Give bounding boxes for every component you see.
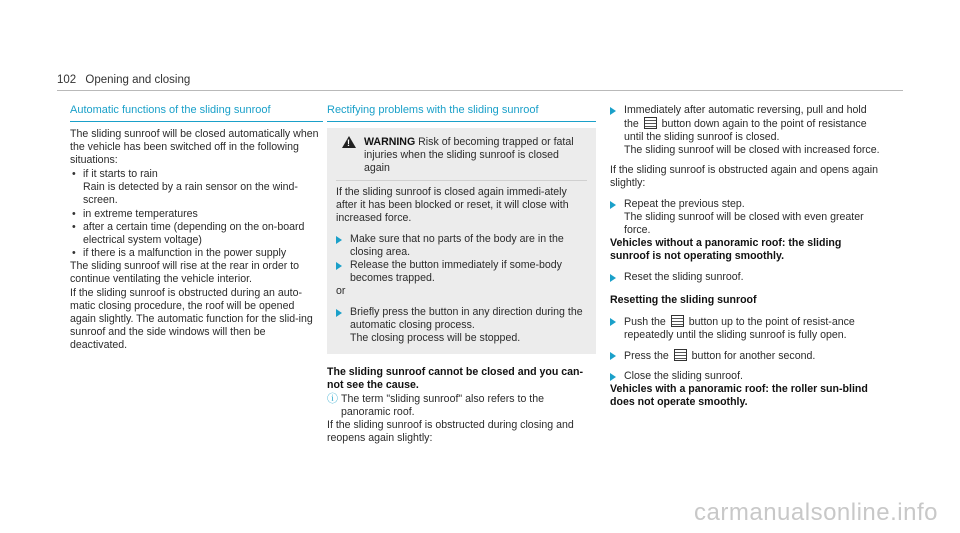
- page-header: [57, 74, 190, 86]
- step-arrow-icon: [610, 352, 616, 360]
- step-arrow-icon: [610, 274, 616, 282]
- column-automatic-functions: [70, 104, 323, 353]
- column-rectifying-problems: [327, 104, 596, 446]
- heading-with-panoramic: Vehicles with a panoramic roof: the roller sun-blind does not operate smoothly.: [610, 383, 868, 408]
- step-arrow-icon: [610, 201, 616, 209]
- step-close-sunroof: Close the sliding sunroof.: [610, 370, 882, 383]
- step-arrow-icon: [336, 262, 342, 270]
- paragraph-obstruct: If the sliding sunroof is obstructed during an auto-matic closing procedure, the roof will be opened again slightly. The automatic function for the slid-ing sunroof and the side windows will then be deactivated.: [70, 287, 313, 351]
- step-arrow-icon: [336, 309, 342, 317]
- warning-label: WARNING: [364, 136, 416, 148]
- step-arrow-icon: [610, 373, 616, 381]
- warning-icon: [342, 136, 356, 148]
- page-section-title: Opening and closing: [85, 74, 191, 86]
- sunroof-button-icon: [671, 315, 684, 327]
- heading-cannot-close: The sliding sunroof cannot be closed and you can-not see the cause.: [327, 366, 584, 391]
- step-press-button: Briefly press the button in any direction during the automatic closing process. The closing process will be stopped.: [336, 306, 587, 345]
- step-reset: Reset the sliding sunroof.: [610, 271, 882, 284]
- warning-body: If the sliding sunroof is closed again immedi-ately after it has been blocked or reset, it will close with increased force.: [336, 186, 569, 224]
- header-divider: [57, 90, 903, 91]
- column-continued: [610, 104, 882, 410]
- paragraph-intro: The sliding sunroof will be closed automatically when the vehicle has been switched off in the following situations:: [70, 128, 319, 166]
- step-pull-hold: Immediately after automatic reversing, pull and hold the button down again to the point of resistance until the sliding sunroof is closed. The sliding sunroof will be closed with increased force.: [610, 104, 882, 157]
- warning-text: Risk of becoming trapped or fatal injuries when the sliding sunroof is closed again: [364, 136, 574, 174]
- bullet-item-power: • if there is a malfunction in the power supply: [70, 247, 323, 260]
- step-repeat: Repeat the previous step. The sliding sunroof will be closed with even greater force.: [610, 198, 882, 237]
- page-number: 102: [57, 74, 77, 86]
- sunroof-button-icon: [644, 117, 657, 129]
- watermark: carmanualsonline.info: [694, 499, 938, 526]
- section-title-rectifying: Rectifying problems with the sliding sunroof: [327, 104, 596, 122]
- warning-header: [336, 136, 587, 175]
- note-panoramic: ⓘ The term "sliding sunroof" also refers to the panoramic roof.: [327, 393, 545, 418]
- step-release-button: Release the button immediately if some-body becomes trapped.: [336, 259, 587, 285]
- bullet-item-time: • after a certain time (depending on the on-board electrical system voltage): [70, 221, 323, 247]
- bullet-item-rain: • if it starts to rain: [70, 168, 323, 181]
- bullet-item-temperature: • in extreme temperatures: [70, 208, 323, 221]
- bullet-sub-rain: Rain is detected by a rain sensor on the wind-screen.: [83, 181, 298, 206]
- step-press-second: Press the button for another second.: [610, 349, 882, 363]
- step-arrow-icon: [610, 107, 616, 115]
- sunroof-button-icon: [674, 349, 687, 361]
- paragraph-obstruct-again: If the sliding sunroof is obstructed again and opens again slightly:: [610, 164, 878, 189]
- step-arrow-icon: [336, 236, 342, 244]
- paragraph-obstruct-closing: If the sliding sunroof is obstructed during closing and reopens again slightly:: [327, 419, 574, 444]
- text-or: or: [336, 285, 346, 297]
- heading-without-panoramic: Vehicles without a panoramic roof: the sliding sunroof is not operating smoothly.: [610, 237, 842, 262]
- paragraph-rise: The sliding sunroof will rise at the rear in order to continue ventilating the vehicle interior.: [70, 260, 300, 285]
- heading-resetting: Resetting the sliding sunroof: [610, 294, 757, 306]
- section-title-automatic-functions: Automatic functions of the sliding sunroof: [70, 104, 323, 122]
- step-arrow-icon: [610, 318, 616, 326]
- warning-box: [327, 128, 596, 354]
- step-body-clear: Make sure that no parts of the body are in the closing area.: [336, 233, 587, 259]
- step-push-up: Push the button up to the point of resist-ance repeatedly until the sliding sunroof is fully open.: [610, 315, 882, 342]
- warning-content: [336, 180, 587, 345]
- info-icon: ⓘ: [327, 393, 338, 405]
